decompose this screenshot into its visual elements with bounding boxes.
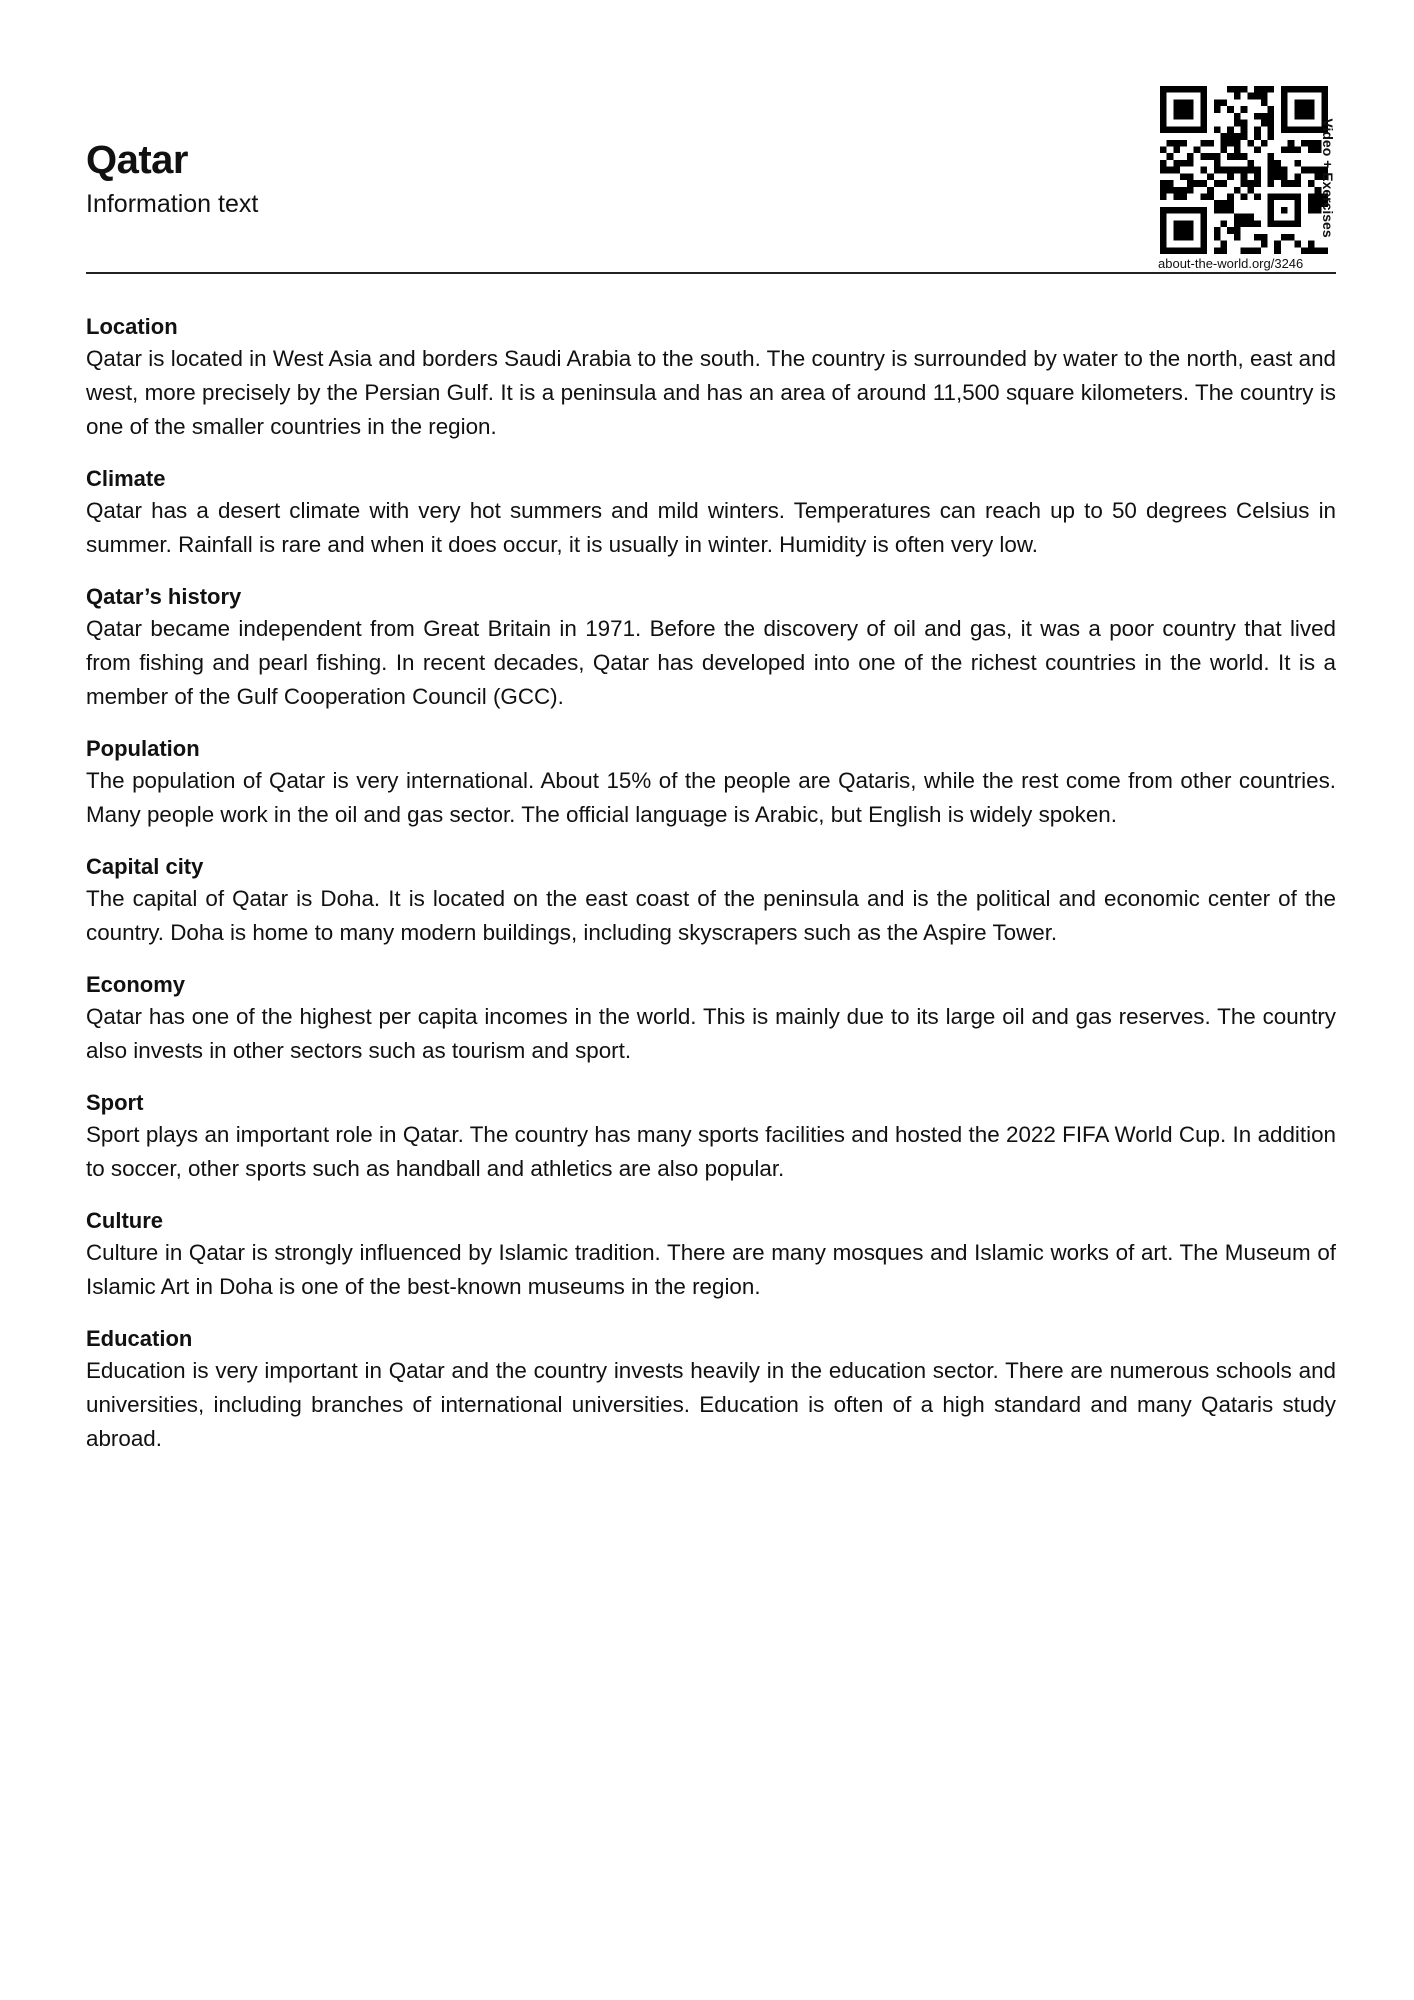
section-heading: Qatar’s history: [86, 584, 242, 609]
section-heading: Population: [86, 736, 200, 761]
page-subtitle: Information text: [86, 190, 259, 218]
section-education: [86, 1324, 1336, 1456]
section-body: Qatar has one of the highest per capita incomes in the world. This is mainly due to its large oil and gas reserves. The country also invests in other sectors such as tourism and sport.: [86, 1004, 1336, 1063]
section-economy: [86, 970, 1336, 1068]
section-body: Education is very important in Qatar and the country invests heavily in the education sector. There are numerous schools and universities, including branches of international universities. Education is often of a high standard and many Qataris study abroad.: [86, 1358, 1336, 1451]
section-climate: [86, 464, 1336, 562]
section-body: Sport plays an important role in Qatar. The country has many sports facilities and hosted the 2022 FIFA World Cup. In addition to soccer, other sports such as handball and athletics are also popular.: [86, 1122, 1336, 1181]
article-content: [86, 312, 1336, 1476]
section-heading: Education: [86, 1326, 193, 1351]
section-heading: Climate: [86, 466, 166, 491]
qr-code-icon[interactable]: [1160, 86, 1328, 254]
section-heading: Culture: [86, 1208, 163, 1233]
section-heading: Location: [86, 314, 178, 339]
section-body: Qatar became independent from Great Britain in 1971. Before the discovery of oil and gas, it was a poor country that lived from fishing and pearl fishing. In recent decades, Qatar has developed into one of the richest countries in the world. It is a member of the Gulf Cooperation Council (GCC).: [86, 616, 1336, 709]
section-sport: [86, 1088, 1336, 1186]
page-header: [86, 82, 1334, 274]
section-heading: Sport: [86, 1090, 144, 1115]
section-history: [86, 582, 1336, 714]
section-culture: [86, 1206, 1336, 1304]
page-title: Qatar: [86, 138, 188, 182]
qr-url-link[interactable]: about-the-world.org/3246: [1158, 256, 1304, 271]
section-body: Culture in Qatar is strongly influenced by Islamic tradition. There are many mosques and Islamic works of art. The Museum of Islamic Art in Doha is one of the best-known museums in the region.: [86, 1240, 1336, 1299]
section-location: [86, 312, 1336, 444]
section-population: [86, 734, 1336, 832]
section-body: The capital of Qatar is Doha. It is located on the east coast of the peninsula and is the political and economic center of the country. Doha is home to many modern buildings, including skyscrapers such as the Aspire Tower.: [86, 886, 1336, 945]
section-body: Qatar has a desert climate with very hot summers and mild winters. Temperatures can reach up to 50 degrees Celsius in summer. Rainfall is rare and when it does occur, it is usually in winter. Humidity is often very low.: [86, 498, 1336, 557]
section-body: The population of Qatar is very international. About 15% of the people are Qataris, while the rest come from other countries. Many people work in the oil and gas sector. The official language is Arabic, but English is widely spoken.: [86, 768, 1336, 827]
section-heading: Economy: [86, 972, 186, 997]
video-exercises-label: Video + Exercises: [1320, 118, 1336, 238]
header-divider: [86, 272, 1336, 274]
section-heading: Capital city: [86, 854, 204, 879]
qr-link-block[interactable]: [1118, 82, 1334, 274]
section-body: Qatar is located in West Asia and borders Saudi Arabia to the south. The country is surrounded by water to the north, east and west, more precisely by the Persian Gulf. It is a peninsula and has an area of around 11,500 square kilometers. The country is one of the smaller countries in the region.: [86, 346, 1336, 439]
section-capital-city: [86, 852, 1336, 950]
